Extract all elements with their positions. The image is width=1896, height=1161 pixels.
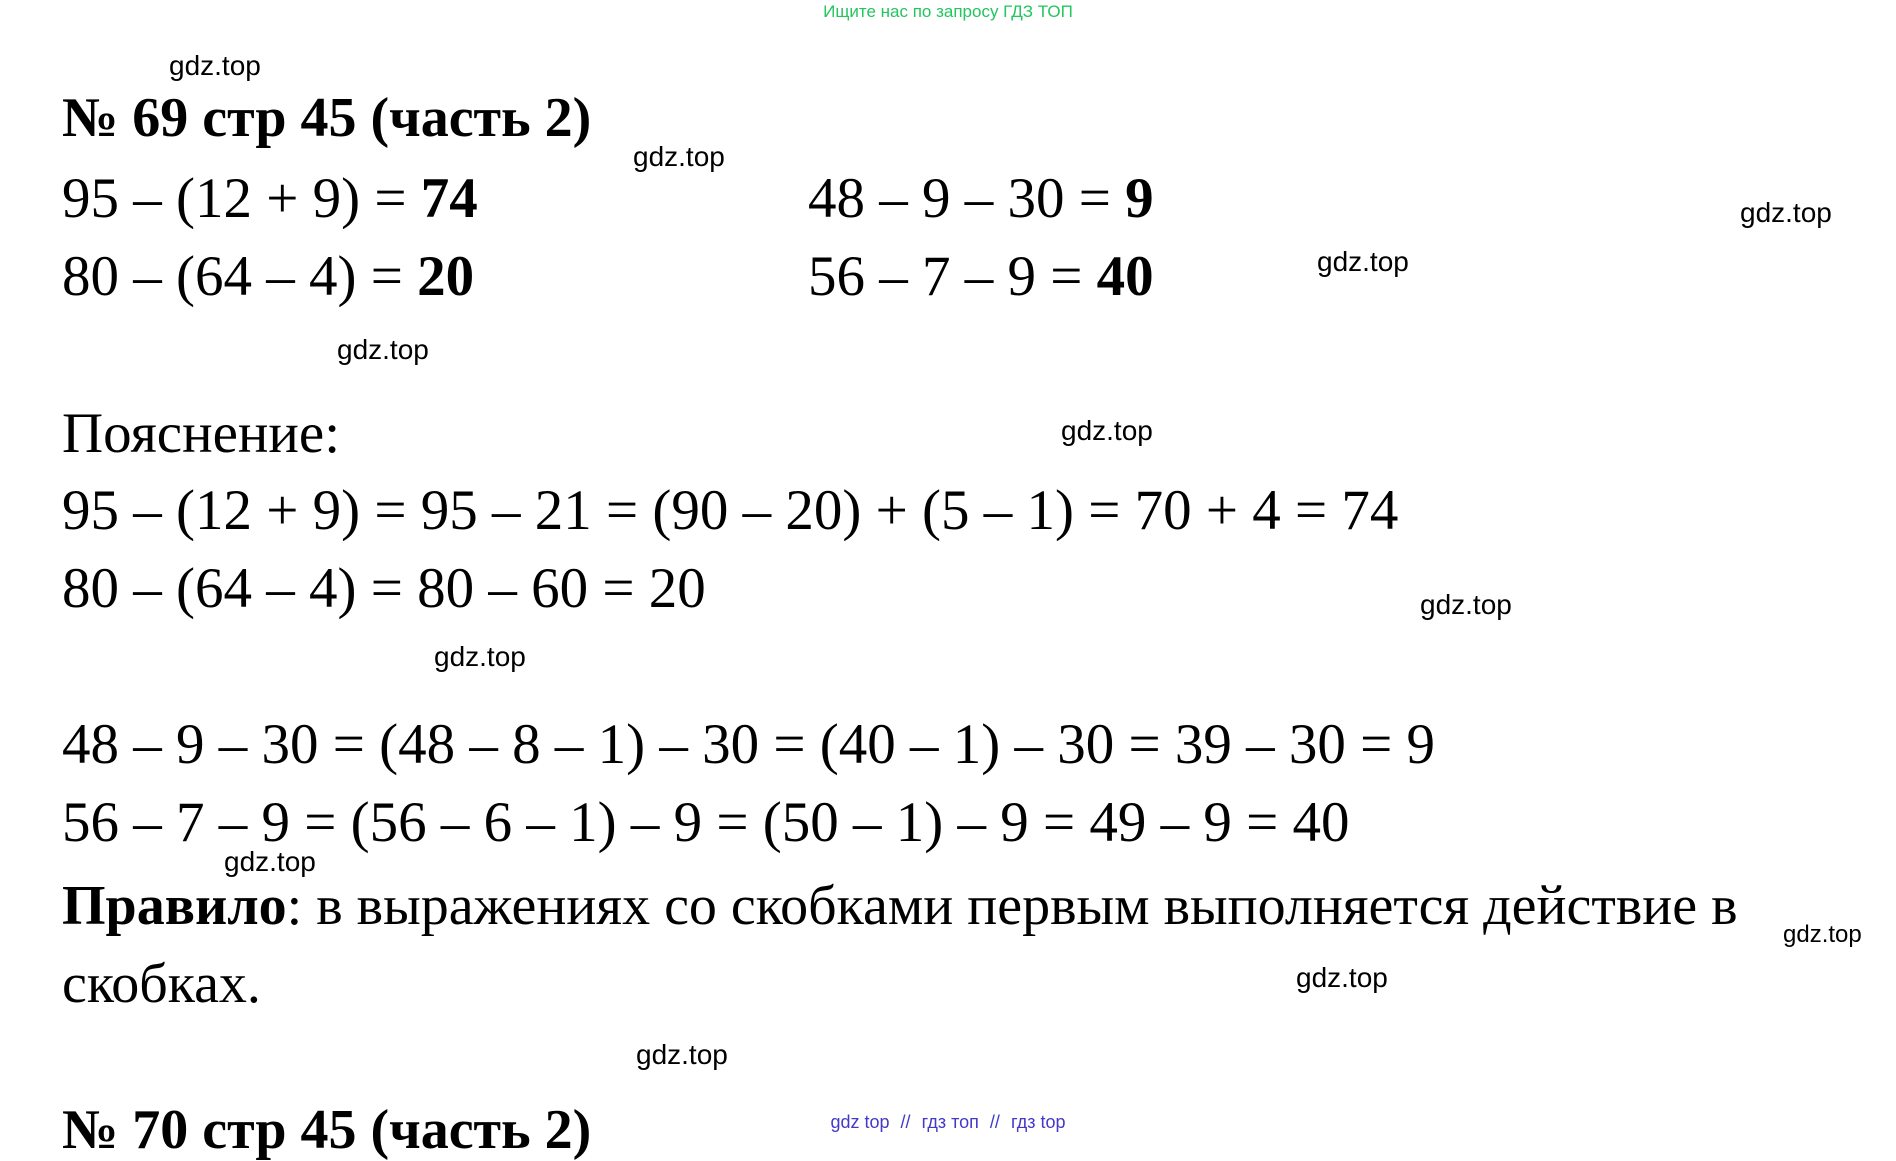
footer-link-gdz-top-ru[interactable]: гдз топ <box>921 1112 979 1132</box>
answer-expression: 95 – (12 + 9) = <box>62 167 421 230</box>
next-title-text: № 70 стр 45 (часть 2) <box>62 1099 592 1161</box>
answer-line <box>808 245 1154 308</box>
watermark: gdz.top <box>1317 246 1409 277</box>
watermark: gdz.top <box>1740 197 1832 228</box>
footer-link-gdz-top[interactable]: gdz top <box>830 1112 890 1132</box>
answer-expression: 48 – 9 – 30 = <box>808 167 1126 230</box>
explanation-line: 48 – 9 – 30 = (48 – 8 – 1) – 30 = (40 – 1) – 30 = 39 – 30 = 9 <box>62 713 1436 776</box>
watermark: gdz.top <box>434 641 526 672</box>
answer-line <box>808 167 1154 230</box>
rule-label: Правило <box>62 875 287 937</box>
footer-link-gdz-top-mixed[interactable]: гдз top <box>1010 1112 1066 1132</box>
answer-result: 40 <box>1096 245 1154 308</box>
footer-separator: // <box>900 1112 911 1132</box>
next-title-cutoff <box>62 1090 592 1161</box>
watermark: gdz.top <box>224 846 316 877</box>
watermark: gdz.top <box>633 141 725 172</box>
page-title: № 69 стр 45 (часть 2) <box>62 87 592 149</box>
top-banner-text: Ищите нас по запросу ГДЗ ТОП <box>823 2 1073 21</box>
explanation-line: 56 – 7 – 9 = (56 – 6 – 1) – 9 = (50 – 1) – 9 = 49 – 9 = 40 <box>62 791 1350 854</box>
answer-line <box>62 245 475 308</box>
watermark: gdz.top <box>1061 415 1153 446</box>
watermark: gdz.top <box>1420 589 1512 620</box>
answer-result: 74 <box>420 167 478 230</box>
watermark: gdz.top <box>1783 921 1862 948</box>
footer-separator: // <box>989 1112 1000 1132</box>
watermark: gdz.top <box>636 1039 728 1070</box>
explanation-line: 95 – (12 + 9) = 95 – 21 = (90 – 20) + (5 – 1) = 70 + 4 = 74 <box>62 479 1399 542</box>
answer-result: 20 <box>417 245 475 308</box>
explanation-line: 80 – (64 – 4) = 80 – 60 = 20 <box>62 557 706 620</box>
answer-result: 9 <box>1125 167 1154 230</box>
watermark: gdz.top <box>337 334 429 365</box>
rule-text: : в выражениях со скобками первым выполняется действие в скобках. <box>62 875 1738 1015</box>
answer-expression: 80 – (64 – 4) = <box>62 245 418 308</box>
answer-line <box>62 167 478 230</box>
answer-expression: 56 – 7 – 9 = <box>808 245 1097 308</box>
top-banner <box>0 2 1896 22</box>
watermark: gdz.top <box>169 50 261 81</box>
watermark: gdz.top <box>1296 962 1388 993</box>
footer-links <box>0 1112 1896 1133</box>
rule-paragraph <box>62 867 1842 1023</box>
explanation-heading: Пояснение: <box>62 402 341 465</box>
